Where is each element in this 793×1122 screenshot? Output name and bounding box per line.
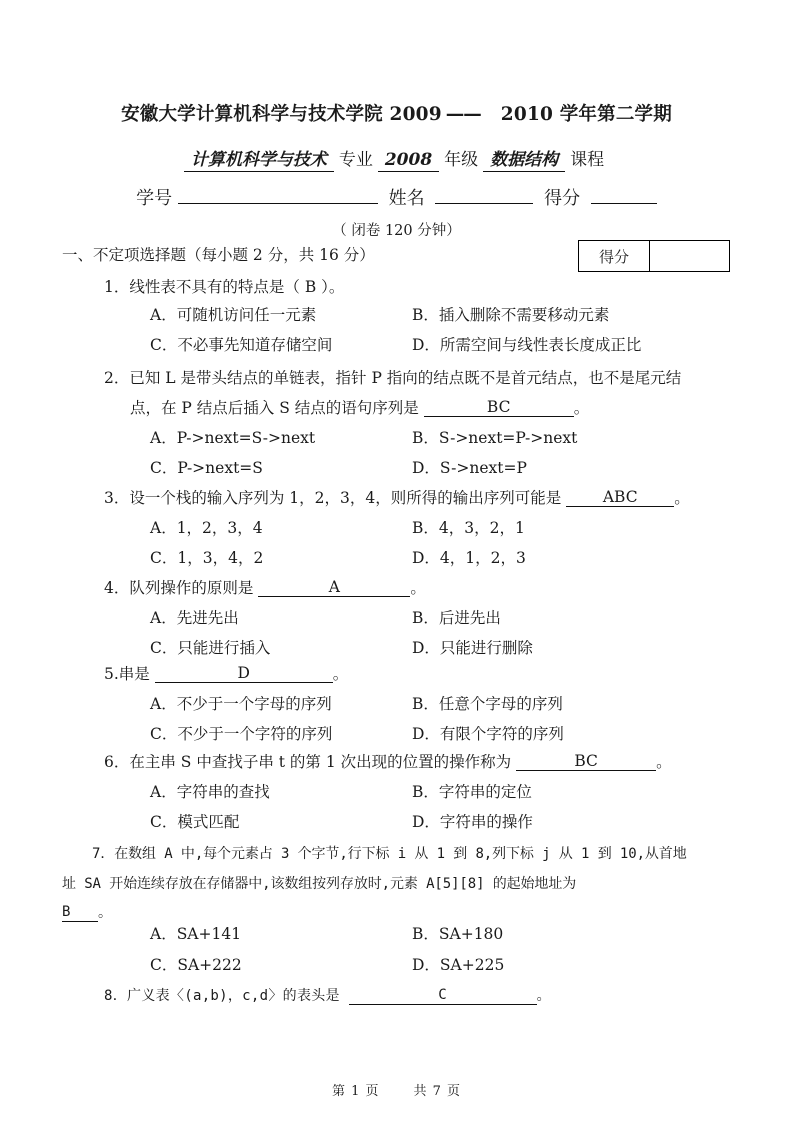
question-3-option-a[interactable]: A．1，2，3，4 (150, 519, 263, 537)
question-5-option-a[interactable]: A．不少于一个字母的序列 (150, 695, 332, 713)
question-5-answer: D (237, 664, 250, 682)
footer-page-total: 共 7 页 (413, 1084, 462, 1099)
question-2-option-c[interactable]: C．P->next=S (150, 459, 263, 477)
question-8-stem (104, 981, 551, 1011)
major-label: 专业 (338, 150, 373, 170)
question-2-option-d[interactable]: D．S->next=P (412, 459, 527, 477)
question-6-option-d[interactable]: D．字符串的操作 (412, 813, 533, 831)
question-8-answer-blank[interactable] (349, 989, 537, 1005)
question-2-answer: BC (486, 398, 511, 416)
question-5-answer-blank[interactable] (155, 666, 333, 683)
footer-page-number: 第 1 页 (331, 1084, 380, 1099)
question-8-text-end: 。 (536, 988, 551, 1004)
question-7-line-1 (62, 840, 734, 870)
name-blank (435, 185, 533, 204)
question-1-option-a[interactable]: A．可随机访问任一元素 (150, 306, 317, 324)
question-3-answer-blank[interactable] (566, 490, 674, 507)
section-heading: 一、不定项选择题（每小题 2 分，共 16 分） (62, 246, 375, 264)
question-5-stem (104, 659, 348, 689)
question-2-text-1: 已知 L 是带头结点的单链表，指针 P 指向的结点既不是首元结点，也不是尾元结 (129, 369, 682, 387)
question-6-stem (104, 747, 672, 777)
question-1-option-b[interactable]: B．插入删除不需要移动元素 (412, 306, 610, 324)
question-5-number: 5. (104, 665, 119, 683)
question-8-number: 8． (104, 988, 128, 1004)
question-7-stem (62, 840, 734, 929)
question-3-option-d[interactable]: D．4，1，2，3 (412, 549, 526, 567)
question-6-option-a[interactable]: A．字符串的查找 (150, 783, 270, 801)
question-7-text-end: 。 (98, 905, 112, 921)
question-6-option-b[interactable]: B．字符串的定位 (412, 783, 532, 801)
question-5-option-b[interactable]: B．任意个字母的序列 (412, 695, 563, 713)
question-3-text-end: 。 (674, 489, 690, 507)
question-4-number: 4． (104, 579, 130, 597)
question-6-number: 6． (104, 753, 130, 771)
question-7-text-1: 在数组 A 中,每个元素占 3 个字节,行下标 i 从 1 到 8,列下标 j 从 1 到 10,从首地 (114, 846, 687, 862)
question-3-option-b[interactable]: B．4，3，2，1 (412, 519, 525, 537)
question-7-option-b[interactable]: B．SA+180 (412, 925, 504, 943)
score-label: 得分 (544, 188, 581, 209)
title-main: 安徽大学计算机科学与技术学院 2009 (121, 104, 442, 125)
question-4-stem (104, 573, 426, 603)
question-3-answer: ABC (602, 488, 638, 506)
question-2-option-b[interactable]: B．S->next=P->next (412, 429, 578, 447)
question-3-text: 设一个栈的输入序列为 1，2，3，4，则所得的输出序列可能是 (129, 489, 562, 507)
name-label: 姓名 (388, 188, 425, 209)
course-value: 数据结构 (483, 151, 565, 172)
question-4-option-b[interactable]: B．后进先出 (412, 609, 501, 627)
question-4-text-end: 。 (410, 579, 426, 597)
question-4-text: 队列操作的原则是 (129, 579, 254, 597)
question-5-text-end: 。 (332, 665, 349, 683)
question-4-answer-blank[interactable] (258, 580, 410, 597)
question-6-answer-blank[interactable] (516, 754, 656, 771)
question-6-answer: BC (574, 752, 598, 770)
exam-mode-line: （ 闭卷 120 分钟） (332, 223, 461, 239)
question-7-number: 7． (92, 846, 115, 862)
score-box-value[interactable] (650, 241, 729, 271)
question-5-text: 串是 (118, 665, 150, 683)
question-7-option-d[interactable]: D．SA+225 (412, 956, 505, 974)
question-2-text-end: 。 (573, 399, 590, 417)
question-6-text-end: 。 (656, 753, 672, 771)
question-7-answer-blank[interactable] (62, 906, 98, 922)
question-2-text-2: 点，在 P 结点后插入 S 结点的语句序列是 (130, 399, 419, 417)
question-3-option-c[interactable]: C．1，3，4，2 (150, 549, 264, 567)
question-2-option-a[interactable]: A．P->next=S->next (150, 429, 316, 447)
score-blank (591, 185, 657, 204)
question-2-stem-line-2 (130, 393, 589, 423)
question-2-stem-line-1 (104, 363, 681, 393)
title-tail: 2010 学年第二学期 (500, 104, 672, 125)
question-1-number: 1． (104, 278, 130, 296)
score-box-label: 得分 (579, 241, 650, 271)
question-2-answer-blank[interactable] (424, 400, 574, 417)
student-info-line (0, 184, 793, 210)
question-4-option-a[interactable]: A．先进先出 (150, 609, 239, 627)
grade-value: 2008 (378, 151, 439, 172)
question-1-text-end: ）。 (316, 278, 345, 296)
question-7-answer: B (62, 904, 71, 920)
question-7-option-c[interactable]: C．SA+222 (150, 956, 242, 974)
question-3-stem (104, 483, 690, 513)
question-7-line-2: 址 SA 开始连续存放在存储器中,该数组按列存放时,元素 A[5][8] 的起始地址为 (62, 875, 577, 892)
score-box (578, 240, 730, 272)
question-8-text: 广义表〈(a,b)，c,d〉的表头是 (127, 988, 340, 1004)
question-1-option-c[interactable]: C．不必事先知道存储空间 (150, 336, 333, 354)
question-1-stem (104, 272, 344, 302)
question-6-text: 在主串 S 中查找子串 t 的第 1 次出现的位置的操作称为 (129, 753, 512, 771)
question-6-option-c[interactable]: C．模式匹配 (150, 813, 240, 831)
question-1-option-d[interactable]: D．所需空间与线性表长度成正比 (412, 336, 642, 354)
question-4-option-d[interactable]: D．只能进行删除 (412, 639, 533, 657)
page-footer (0, 1080, 793, 1099)
question-4-answer: A (328, 578, 340, 596)
page-title (0, 100, 793, 126)
student-id-blank (178, 185, 378, 204)
question-4-option-c[interactable]: C．只能进行插入 (150, 639, 271, 657)
question-1-answer: B (304, 278, 317, 296)
title-dash: —— (445, 104, 481, 125)
major-value: 计算机科学与技术 (184, 151, 334, 172)
question-7-option-a[interactable]: A．SA+141 (150, 925, 242, 943)
question-1-text: 线性表不具有的特点是（ (129, 278, 305, 296)
course-label: 课程 (570, 150, 605, 170)
question-5-option-d[interactable]: D．有限个字符的序列 (412, 725, 564, 743)
question-5-option-c[interactable]: C．不少于一个字符的序列 (150, 725, 333, 743)
question-3-number: 3． (104, 489, 130, 507)
course-info-line (0, 145, 793, 172)
question-8-answer: C (438, 987, 447, 1003)
grade-label: 年级 (444, 150, 479, 170)
student-id-label: 学号 (136, 188, 173, 209)
question-2-number: 2． (104, 369, 130, 387)
